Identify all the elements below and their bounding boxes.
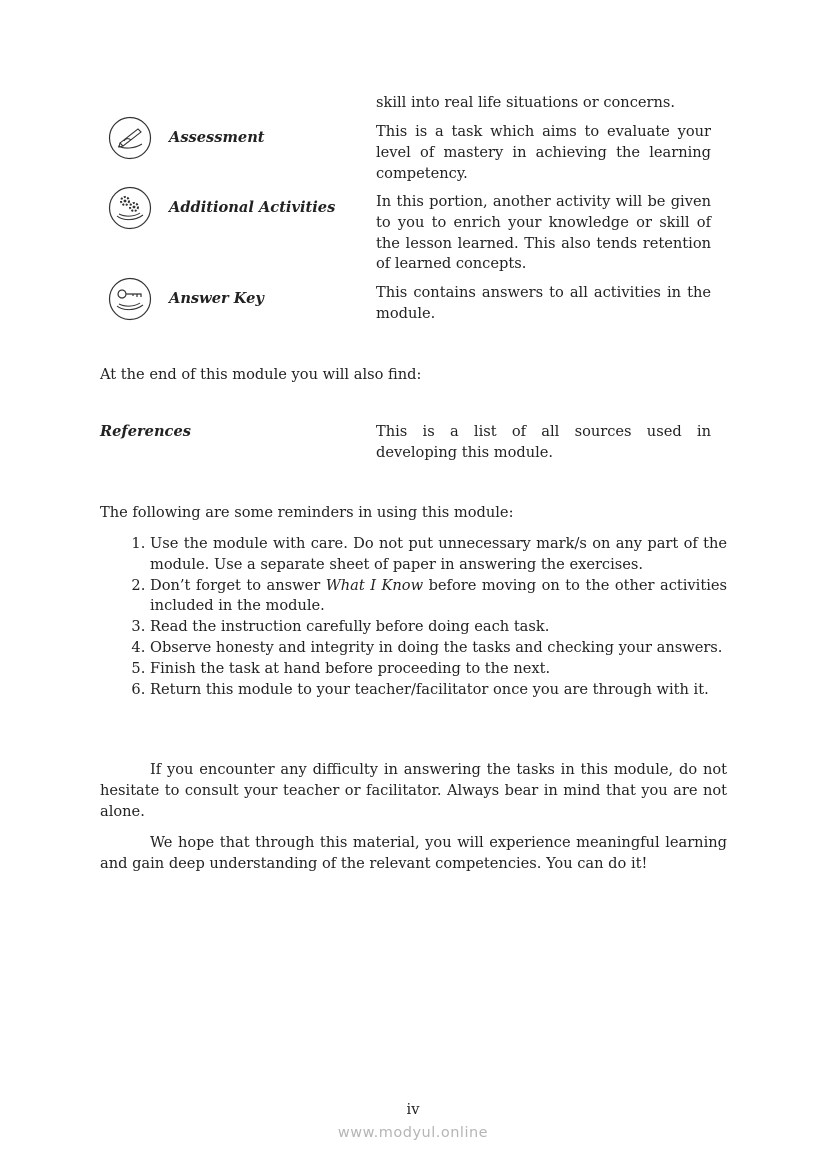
references-label: References bbox=[100, 423, 191, 440]
reminder-item: 1. Use the module with care. Do not put unnecessary mark/s on any part of the module. Use a separate sheet of paper in answering the exercises. bbox=[150, 534, 727, 576]
assessment-prev-continuation: skill into real life situations or concerns. bbox=[376, 94, 676, 111]
reminder-item: 3. Read the instruction carefully before doing each task. bbox=[150, 617, 727, 638]
page-number: iv bbox=[406, 1101, 420, 1118]
assessment-label: Assessment bbox=[169, 129, 265, 146]
answer-key-label: Answer Key bbox=[169, 290, 264, 307]
assessment-description: This is a task which aims to evaluate your level of mastery in achieving the learning competency. bbox=[376, 123, 711, 182]
key-hand-icon bbox=[108, 277, 152, 321]
closing-paragraph-difficulty: If you encounter any difficulty in answering the tasks in this module, do not hesitate to consult your teacher or facilitator. Always bear in mind that you are not alone. bbox=[100, 761, 727, 820]
reminders-list bbox=[100, 534, 727, 700]
reminders-intro: The following are some reminders in using this module: bbox=[100, 504, 514, 521]
gears-hand-icon bbox=[108, 186, 152, 230]
what-i-know-emphasis: What I Know bbox=[325, 576, 424, 594]
end-of-module-intro: At the end of this module you will also find: bbox=[100, 366, 422, 383]
additional-activities-label: Additional Activities bbox=[169, 199, 336, 216]
reminder-item: 2. Don’t forget to answer What I Know before moving on to the other activities included in the module. bbox=[150, 576, 727, 618]
closing-paragraph-hope: We hope that through this material, you will experience meaningful learning and gain deep understanding of the relevant competencies. You can do it! bbox=[100, 834, 727, 872]
reminder-item: 6. Return this module to your teacher/facilitator once you are through with it. bbox=[150, 680, 727, 701]
reminder-item: 5. Finish the task at hand before proceeding to the next. bbox=[150, 659, 727, 680]
watermark-text: www.modyul.online bbox=[337, 1125, 489, 1141]
answer-key-description: This contains answers to all activities in the module. bbox=[376, 284, 711, 322]
references-description: This is a list of all sources used in developing this module. bbox=[376, 423, 711, 461]
additional-activities-description: In this portion, another activity will be given to you to enrich your knowledge or skill of the lesson learned. This also tends retention of learned concepts. bbox=[376, 193, 711, 273]
pen-hand-icon bbox=[108, 116, 152, 160]
reminder-item: 4. Observe honesty and integrity in doing the tasks and checking your answers. bbox=[150, 638, 727, 659]
